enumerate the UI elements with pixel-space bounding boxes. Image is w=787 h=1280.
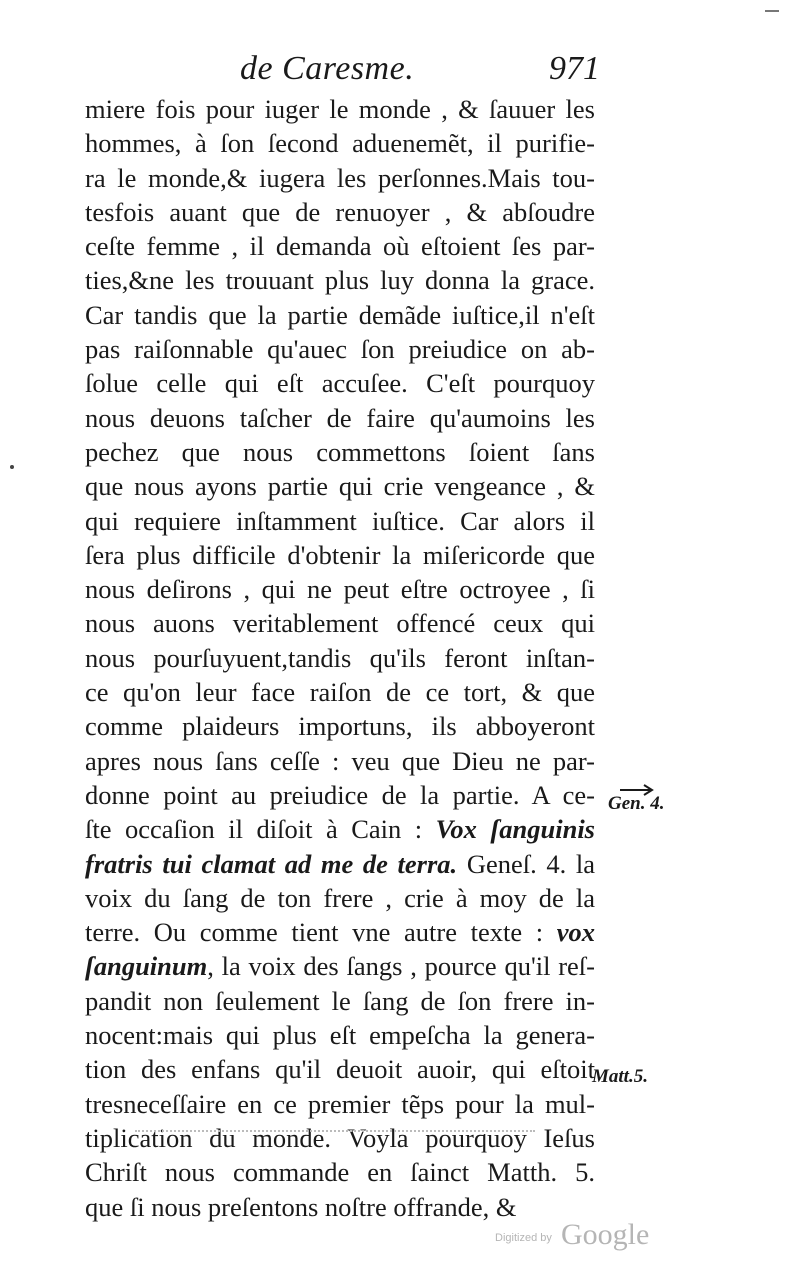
text-line-8: pas raiſonnable qu'auec ſon preiudice on ab-: [85, 334, 595, 365]
text-line-5: ceſte femme , il demanda où eſtoient ſes par-: [85, 231, 595, 262]
page-header: [240, 50, 600, 94]
latin-quote-3: vox: [556, 917, 595, 948]
text-line-22-roman: ſte occaſion il diſoit à Cain :: [85, 814, 423, 845]
text-line-27: pandit non ſeulement le ſang de ſon frere in-: [85, 985, 595, 1016]
text-line-6: ties,&ne les trouuant plus luy donna la grace.: [85, 265, 595, 296]
text-line-23: [85, 847, 595, 881]
margin-note-gen: Gen. 4.: [608, 793, 665, 814]
page-number: 971: [549, 50, 600, 87]
text-line-13: qui requiere inſtamment iuſtice. Car alors il: [85, 505, 595, 536]
scan-speck: [10, 465, 14, 469]
text-line-1: miere fois pour iuger le monde , & ſauuer les: [85, 94, 595, 124]
text-line-11: pechez que nous commettons ſoient ſans: [85, 436, 595, 467]
text-line-16: nous auons veritablement offencé ceux qui: [85, 608, 595, 639]
text-line-7: Car tandis que la partie demãde iuſtice,il n'eſt: [85, 299, 595, 330]
text-line-23-tail: Geneſ. 4. la: [466, 848, 596, 879]
margin-note-matt: Matt.5.: [592, 1066, 648, 1087]
text-line-31: tiplication du monde. Voyla pourquoy Ieſus: [85, 1122, 595, 1153]
digitized-watermark: [495, 1218, 675, 1258]
bleed-through-trace: [135, 1130, 535, 1135]
text-line-29: tion des enfans qu'il deuoit auoir, qui eſtoit: [85, 1054, 595, 1085]
text-line-10: nous deuons taſcher de faire qu'aumoins les: [85, 402, 595, 433]
text-line-24: voix du ſang de ton frere , crie à moy de la: [85, 882, 595, 913]
latin-quote-4: ſanguinum: [85, 951, 208, 982]
text-line-22: [85, 812, 595, 846]
text-line-26: [85, 949, 595, 983]
text-line-17: nous pourſuyuent,tandis qu'ils feront inſtan-: [85, 642, 595, 673]
text-line-21: donne point au preiudice de la partie. A ce-: [85, 779, 595, 810]
body-text: [85, 92, 595, 1224]
text-line-2: hommes, à ſon ſecond aduenemẽt, il purifie-: [85, 128, 595, 159]
text-line-14: ſera plus difficile d'obtenir la miſericorde que: [85, 539, 595, 570]
watermark-small-text: Digitized by: [495, 1232, 552, 1244]
text-line-33: que ſi nous preſentons noſtre offrande, &: [85, 1191, 517, 1222]
text-line-4: tesfois auant que de renuoyer , & abſoudre: [85, 196, 595, 227]
text-line-19: comme plaideurs importuns, ils abboyeront: [85, 711, 595, 742]
text-line-30: tresneceſſaire en ce premier tẽps pour la mul-: [85, 1088, 595, 1119]
text-line-26-tail: , la voix des ſangs , pource qu'il reſ-: [207, 951, 595, 982]
text-line-25: [85, 915, 595, 949]
scan-edge-mark: [765, 10, 779, 12]
watermark-logo-text: Google: [561, 1218, 650, 1251]
latin-quote-2: fratris tui clamat ad me de terra.: [85, 848, 458, 879]
text-line-18: ce qu'on leur face raiſon de ce tort, & que: [85, 677, 595, 708]
running-title: de Caresme.: [240, 50, 415, 87]
text-line-15: nous deſirons , qui ne peut eſtre octroyee , ſi: [85, 574, 595, 605]
latin-quote-1: Vox ſanguinis: [435, 814, 595, 845]
text-line-9: ſolue celle qui eſt accuſee. C'eſt pourquoy: [85, 368, 595, 399]
text-line-12: que nous ayons partie qui crie vengeance , &: [85, 471, 595, 502]
text-line-3: ra le monde,& iugera les perſonnes.Mais tou-: [85, 162, 595, 193]
text-line-20: apres nous ſans ceſſe : veu que Dieu ne par-: [85, 745, 595, 776]
text-line-32: Chriſt nous commande en ſainct Matth. 5.: [85, 1157, 595, 1188]
text-line-28: nocent:mais qui plus eſt empeſcha la genera-: [85, 1020, 595, 1051]
text-line-25-roman: terre. Ou comme tient vne autre texte :: [85, 917, 544, 948]
